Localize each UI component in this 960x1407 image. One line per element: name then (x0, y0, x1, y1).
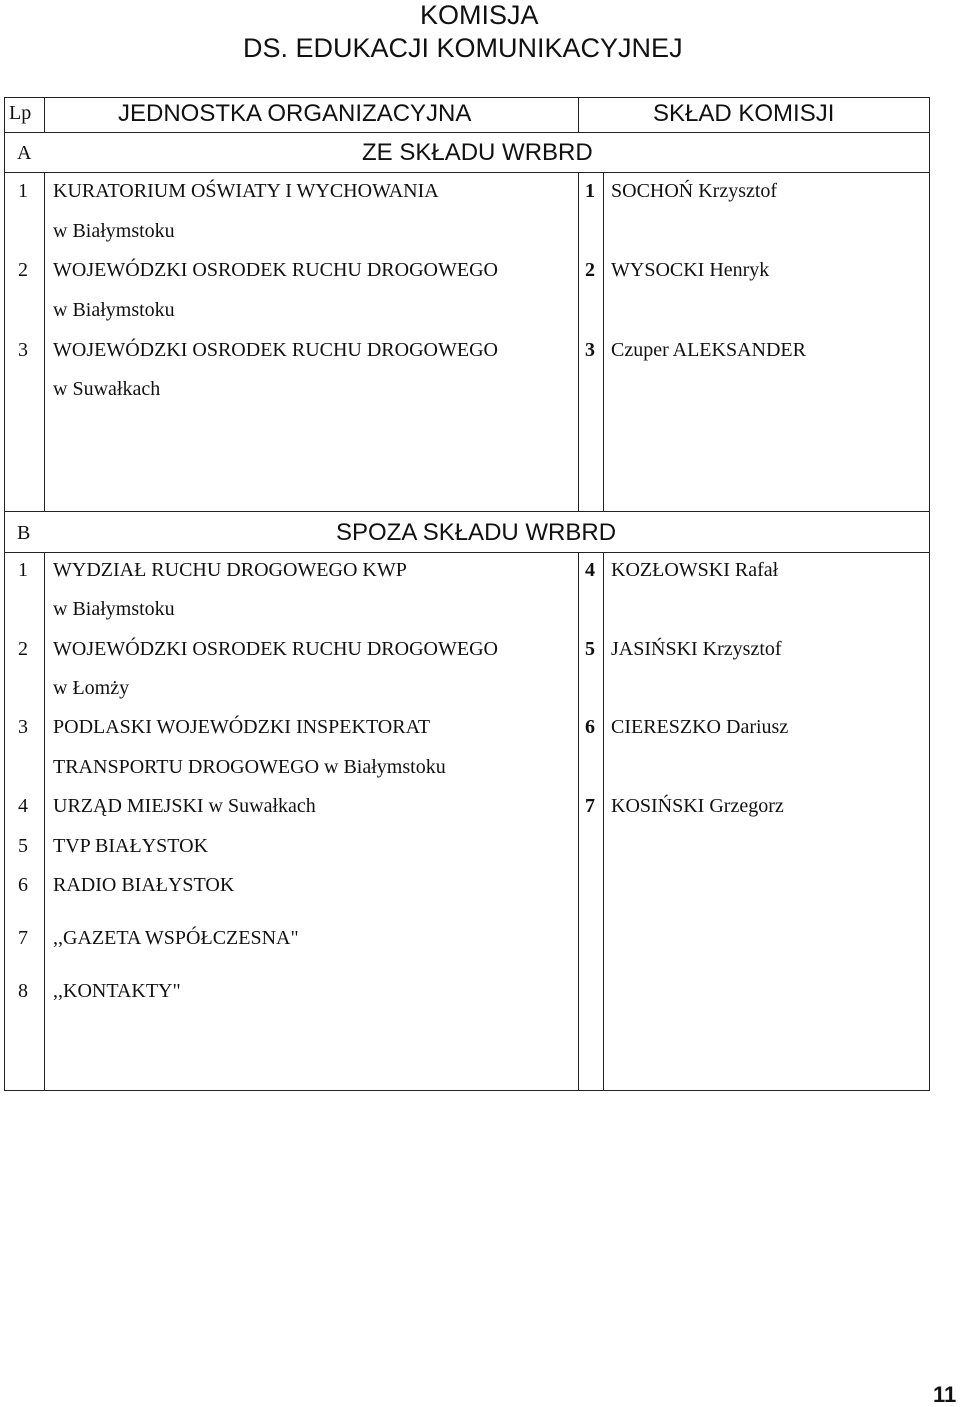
unit-number: 4 (18, 795, 28, 817)
unit-name: RADIO BIAŁYSTOK (53, 874, 235, 896)
header-lp: Lp (9, 102, 32, 124)
member-name: CIERESZKO Dariusz (611, 716, 789, 738)
unit-name: KURATORIUM OŚWIATY I WYCHOWANIA (53, 180, 439, 202)
unit-location: TRANSPORTU DROGOWEGO w Białymstoku (53, 756, 446, 778)
unit-number: 2 (18, 638, 28, 660)
unit-location: w Białymstoku (53, 220, 175, 242)
section-a-title: ZE SKŁADU WRBRD (362, 139, 593, 166)
header-composition: SKŁAD KOMISJI (653, 100, 835, 127)
unit-location: w Białymstoku (53, 598, 175, 620)
section-a-letter: A (17, 142, 32, 164)
member-name: KOZŁOWSKI Rafał (611, 559, 779, 581)
member-number: 5 (585, 638, 595, 660)
member-name: SOCHOŃ Krzysztof (611, 180, 778, 202)
unit-location: w Białymstoku (53, 299, 175, 321)
member-number: 1 (585, 180, 595, 202)
section-b-title: SPOZA SKŁADU WRBRD (336, 519, 617, 546)
unit-name: URZĄD MIEJSKI w Suwałkach (53, 795, 316, 817)
unit-location: w Suwałkach (53, 378, 161, 400)
member-name: JASIŃSKI Krzysztof (611, 638, 782, 660)
unit-number: 7 (18, 927, 28, 949)
member-number: 3 (585, 339, 595, 361)
member-name: KOSIŃSKI Grzegorz (611, 795, 784, 817)
unit-name: WOJEWÓDZKI OSRODEK RUCHU DROGOWEGO (53, 259, 498, 281)
unit-name: WYDZIAŁ RUCHU DROGOWEGO KWP (53, 559, 407, 581)
member-number: 7 (585, 795, 595, 817)
unit-number: 6 (18, 874, 28, 896)
unit-name: ,,GAZETA WSPÓŁCZESNA" (53, 927, 299, 949)
unit-name: PODLASKI WOJEWÓDZKI INSPEKTORAT (53, 716, 431, 738)
title-line-2: DS. EDUKACJI KOMUNIKACYJNEJ (243, 33, 683, 63)
unit-name: ,,KONTAKTY" (53, 980, 181, 1002)
unit-number: 3 (18, 339, 28, 361)
unit-number: 5 (18, 835, 28, 857)
section-b-letter: B (17, 522, 31, 544)
unit-location: w Łomży (53, 677, 130, 699)
unit-number: 1 (18, 559, 28, 581)
unit-number: 3 (18, 716, 28, 738)
member-number: 4 (585, 559, 595, 581)
unit-name: WOJEWÓDZKI OSRODEK RUCHU DROGOWEGO (53, 638, 498, 660)
member-number: 2 (585, 259, 595, 281)
member-number: 6 (585, 716, 595, 738)
unit-number: 2 (18, 259, 28, 281)
unit-name: WOJEWÓDZKI OSRODEK RUCHU DROGOWEGO (53, 339, 498, 361)
header-unit: JEDNOSTKA ORGANIZACYJNA (118, 100, 472, 127)
member-name: WYSOCKI Henryk (611, 259, 770, 281)
unit-number: 8 (18, 980, 28, 1002)
unit-number: 1 (18, 180, 28, 202)
title-line-1: KOMISJA (420, 0, 539, 30)
page-number: 11 (933, 1382, 957, 1407)
member-name: Czuper ALEKSANDER (611, 339, 806, 361)
unit-name: TVP BIAŁYSTOK (53, 835, 209, 857)
